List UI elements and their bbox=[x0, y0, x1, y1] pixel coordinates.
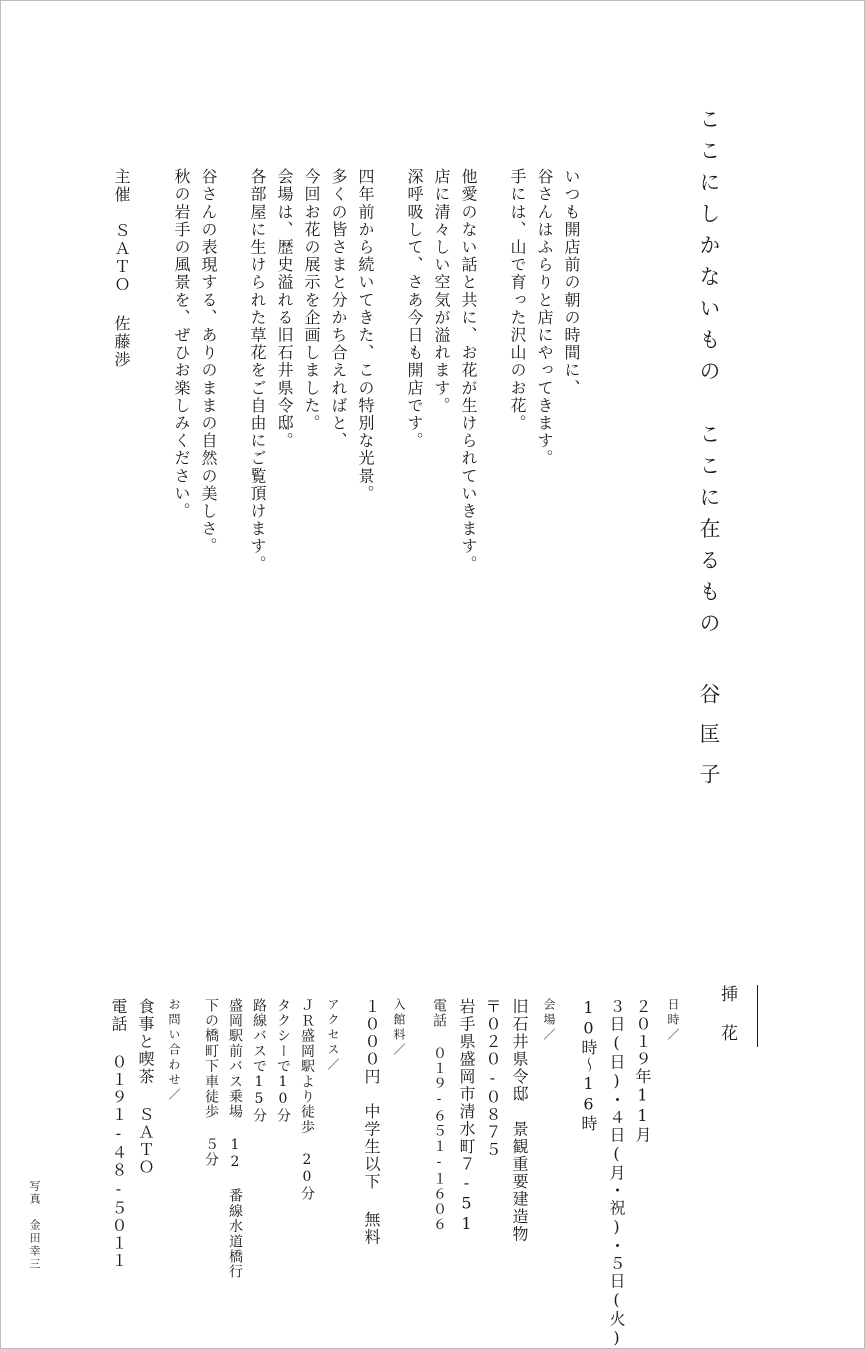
body-line: 多くの皆さまと分かち合えればと、 bbox=[329, 168, 348, 450]
body-line: 手には、山で育った沢山のお花。 bbox=[508, 168, 527, 432]
photo-credit: 写真 金田幸三 bbox=[28, 1180, 41, 1271]
event-heading: 挿花 bbox=[717, 985, 737, 1063]
contact-label: お問い合わせ／ bbox=[167, 998, 181, 1103]
datetime-label: 日時／ bbox=[666, 998, 680, 1043]
body-line: 深呼吸して、さあ今日も開店です。 bbox=[405, 168, 424, 450]
author-name: 谷匡子 bbox=[697, 683, 721, 803]
access-taxi: タクシーで10分 bbox=[275, 998, 291, 1124]
sponsor: 主催 ＳＡＴＯ 佐藤渉 bbox=[112, 168, 131, 369]
body-line: 今回お花の展示を企画しました。 bbox=[302, 168, 321, 432]
body-line: 秋の岩手の風景を、ぜひお楽しみください。 bbox=[172, 168, 191, 520]
access-train: ＪＲ盛岡駅より徒歩 20分 bbox=[299, 998, 315, 1202]
venue-phone: 電話 ０１９-６５１-１６０６ bbox=[431, 998, 447, 1232]
venue-name: 旧石井県令邸 景観重要建造物 bbox=[510, 998, 529, 1243]
body-line: 各部屋に生けられた草花をご自由にご覧頂けます。 bbox=[248, 168, 267, 573]
admission-label: 入館料／ bbox=[392, 998, 406, 1058]
heading-divider bbox=[757, 985, 758, 1047]
contact-name: 食事と喫茶 ＳＡＴＯ bbox=[136, 998, 155, 1176]
event-hours: 10時〜16時 bbox=[579, 998, 598, 1133]
exhibition-title: ここにしかないもの ここに在るもの bbox=[697, 108, 721, 644]
body-line: いつも開店前の朝の時間に、 bbox=[562, 168, 581, 397]
event-year: ２０１９年11月 bbox=[633, 998, 652, 1144]
admission-fee: １０００円 中学生以下 無料 bbox=[362, 998, 381, 1246]
body-line: 会場は、歴史溢れる旧石井県令邸。 bbox=[275, 168, 294, 450]
body-line: 店に清々しい空気が溢れます。 bbox=[432, 168, 451, 415]
venue-postal: 〒０２０-０８７５ bbox=[483, 998, 502, 1159]
access-bus-stop: 盛岡駅前バス乗場 12 番線水道橋行 bbox=[227, 998, 243, 1280]
body-line: 四年前から続いてきた、この特別な光景。 bbox=[356, 168, 375, 503]
access-bus: 路線バスで15分 bbox=[251, 998, 267, 1124]
access-bus-get-off: 下の橋町下車徒歩 ５分 bbox=[203, 998, 219, 1168]
body-line: 谷さんの表現する、ありのままの自然の美しさ。 bbox=[199, 168, 218, 556]
contact-phone: 電話 ０１９１-４８-５０１１ bbox=[109, 998, 128, 1270]
access-label: アクセス／ bbox=[326, 998, 340, 1073]
body-line: 谷さんはふらりと店にやってきます。 bbox=[535, 168, 554, 468]
venue-label: 会場／ bbox=[542, 998, 556, 1043]
body-line: 他愛のない話と共に、お花が生けられていきます。 bbox=[459, 168, 478, 573]
event-dates: ３日(日)・４日(月・祝)・５日(火) bbox=[607, 998, 626, 1349]
venue-address: 岩手県盛岡市清水町７-51 bbox=[457, 998, 476, 1235]
